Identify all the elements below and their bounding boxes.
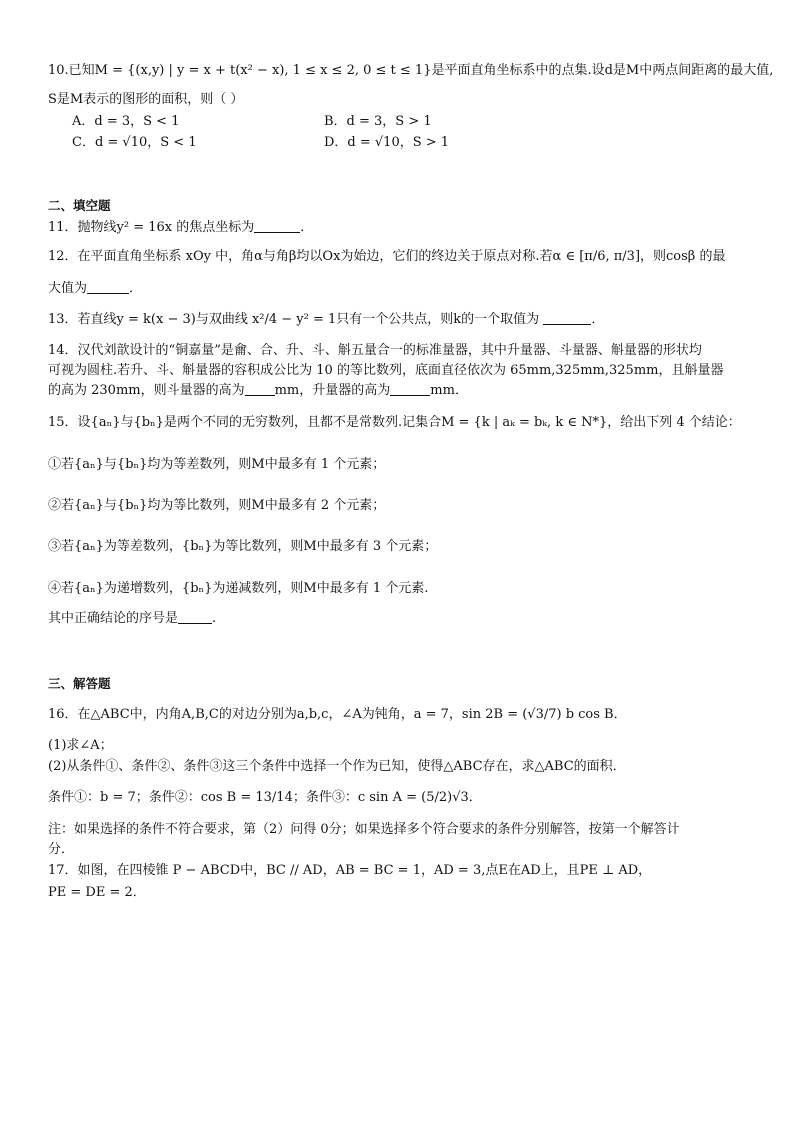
question-17-line-2: PE = DE = 2． (48, 885, 146, 900)
question-15-item-4: ④若{aₙ}为递增数列，{bₙ}为递减数列，则M中最多有 1 个元素. (48, 581, 429, 596)
question-16-conditions: 条件①：b = 7；条件②：cos B = 13/14；条件③：c sin A = (5/2)√3． (48, 790, 482, 805)
question-15-item-3: ③若{aₙ}为等差数列，{bₙ}为等比数列，则M中最多有 3 个元素； (48, 539, 438, 554)
question-17: 17．如图，在四棱锥 P − ABCD中，BC // AD，AB = BC = 1，AD = 3,点E在AD上，且PE ⊥ AD， (48, 863, 652, 878)
question-13: 13．若直线y = k(x − 3)与双曲线 x²/4 − y² = 1只有一个公共点，则k的一个取值为 ． (48, 312, 605, 327)
question-15-item-2: ②若{aₙ}与{bₙ}均为等比数列，则M中最多有 2 个元素； (48, 498, 386, 513)
option-b: B．d = 3，S > 1 (324, 114, 432, 129)
question-10-stem-2: S是M表示的图形的面积，则（ ） (48, 92, 244, 107)
question-16-part-2: (2)从条件①、条件②、条件③这三个条件中选择一个作为已知，使得△ABC存在，求△ABC的面积． (48, 759, 626, 774)
question-11: 11．抛物线y² = 16x 的焦点坐标为 ． (48, 220, 314, 235)
question-16-note: 注：如果选择的条件不符合要求，第（2）问得 0分；如果选择多个符合要求的条件分别解答，按第一个解答计 (48, 822, 680, 837)
answer-blank (543, 311, 591, 325)
answer-blank (245, 382, 275, 396)
question-14: 14．汉代刘歆设计的“铜嘉量”是龠、合、升、斗、斛五量合一的标准量器，其中升量器、斗量器、斛量器的形状均 (48, 343, 702, 358)
answer-blank (390, 382, 430, 396)
question-14-line-3: 的高为 230mm，则斗量器的高为 mm，升量器的高为 mm． (48, 383, 468, 398)
question-12-line-2: 大值为 ． (48, 281, 143, 296)
answer-blank (87, 280, 129, 294)
question-16-part-1: (1)求∠A； (48, 738, 113, 753)
question-15-item-1: ①若{aₙ}与{bₙ}均为等差数列，则M中最多有 1 个元素； (48, 457, 386, 472)
option-d: D．d = √10，S > 1 (324, 135, 450, 150)
question-14-line-2: 可视为圆柱.若升、斗、斛量器的容积成公比为 10 的等比数列，底面直径依次为 65mm,325mm,325mm，且斛量器 (48, 363, 724, 378)
answer-blank (178, 610, 212, 624)
section-2-title: 二、填空题 (48, 198, 111, 213)
answer-blank (254, 219, 300, 233)
question-15-ask: 其中正确结论的序号是 . (48, 611, 217, 626)
question-16: 16．在△ABC中，内角A,B,C的对边分别为a,b,c，∠A为钝角，a = 7，sin 2B = (√3/7) b cos B． (48, 707, 627, 722)
option-a: A．d = 3，S < 1 (72, 114, 180, 129)
section-3-title: 三、解答题 (48, 676, 111, 691)
option-c: C．d = √10，S < 1 (72, 135, 197, 150)
question-15: 15．设{aₙ}与{bₙ}是两个不同的无穷数列，且都不是常数列.记集合M = {k | aₖ = bₖ, k ∈ N*}，给出下列 4 个结论： (48, 415, 741, 430)
question-10-stem: 10.已知M = {(x,y) | y = x + t(x² − x), 1 ≤ x ≤ 2, 0 ≤ t ≤ 1}是平面直角坐标系中的点集.设d是M中两点间距离的最大值, (48, 63, 774, 78)
question-16-note-2: 分． (48, 842, 75, 857)
question-12: 12．在平面直角坐标系 xOy 中，角α与角β均以Ox为始边，它们的终边关于原点对称.若α ∈ [π/6, π/3]，则cosβ 的最 (48, 249, 726, 264)
